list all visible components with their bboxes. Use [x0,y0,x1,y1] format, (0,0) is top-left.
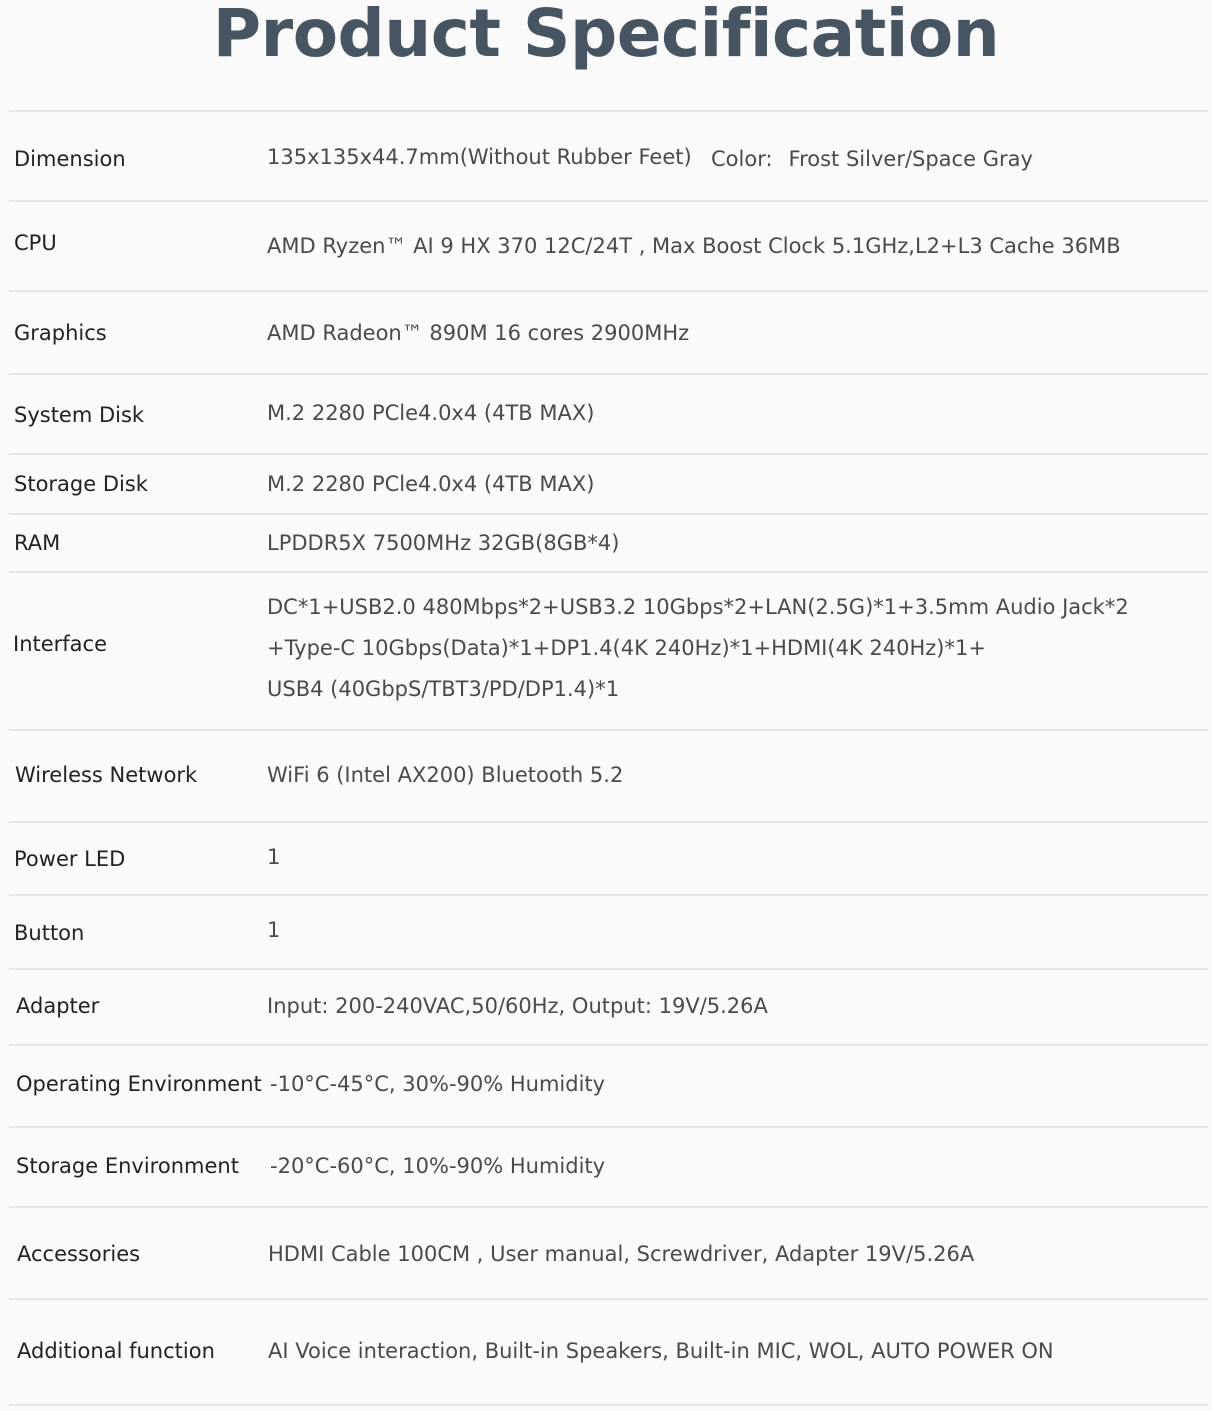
spec-value-line: DC*1+USB2.0 480Mbps*2+USB3.2 10Gbps*2+LAN(2.5G)*1+3.5mm Audio Jack*2 [267,595,1129,619]
spec-label: Storage Disk [14,472,148,496]
spec-row-adapter [9,970,1208,1044]
spec-row-additional-function [9,1300,1208,1404]
spec-value: WiFi 6 (Intel AX200) Bluetooth 5.2 [267,763,624,787]
color-label: Color: [711,147,773,171]
spec-value: AMD Radeon™ 890M 16 cores 2900MHz [267,321,690,345]
spec-value: Input: 200-240VAC,50/60Hz, Output: 19V/5.26A [267,994,768,1018]
spec-value-multiline [267,587,1129,710]
spec-row-storage-env [9,1128,1208,1206]
spec-value: -10°C-45°C, 30%-90% Humidity [270,1072,606,1096]
spec-label: Adapter [16,994,100,1018]
spec-row-wireless [9,731,1208,821]
spec-row-ram [9,515,1208,571]
spec-label: Wireless Network [15,763,198,787]
spec-label: Graphics [14,321,107,345]
spec-row-cpu [9,202,1208,290]
spec-row-interface [9,573,1208,729]
spec-label: Dimension [14,147,126,171]
spec-value: LPDDR5X 7500MHz 32GB(8GB*4) [267,531,620,555]
spec-table [9,0,1208,1411]
spec-label: Storage Environment [16,1154,239,1178]
spec-label: System Disk [14,403,145,427]
spec-value: AI Voice interaction, Built-in Speakers, Built-in MIC, WOL, AUTO POWER ON [268,1339,1054,1363]
spec-row-system-disk [9,375,1208,453]
spec-label: Button [14,921,85,945]
spec-label: Interface [13,632,108,656]
spec-row-graphics [9,292,1208,373]
spec-label: Accessories [17,1242,141,1266]
color-value: Frost Silver/Space Gray [788,147,1033,171]
spec-label: RAM [14,531,61,555]
spec-row-storage-disk [9,455,1208,513]
spec-label: CPU [14,231,57,255]
spec-row-operating-env [9,1046,1208,1126]
color-spec [711,145,1033,173]
spec-value-line: +Type-C 10Gbps(Data)*1+DP1.4(4K 240Hz)*1+HDMI(4K 240Hz)*1+ [267,636,986,660]
spec-label: Power LED [14,847,126,871]
spec-value: AMD Ryzen™ AI 9 HX 370 12C/24T , Max Boost Clock 5.1GHz,L2+L3 Cache 36MB [267,234,1121,258]
spec-row-button [9,896,1208,968]
spec-value: HDMI Cable 100CM , User manual, Screwdriver, Adapter 19V/5.26A [268,1242,975,1266]
spec-value: -20°C-60°C, 10%-90% Humidity [270,1154,606,1178]
spec-label: Additional function [17,1339,215,1363]
spec-row-power-led [9,823,1208,894]
spec-value: 135x135x44.7mm(Without Rubber Feet) [267,145,692,169]
spec-label: Operating Environment [16,1072,262,1096]
spec-value: 1 [267,845,281,869]
spec-value: M.2 2280 PCle4.0x4 (4TB MAX) [267,401,595,425]
spec-value-line: USB4 (40GbpS/TBT3/PD/DP1.4)*1 [267,677,620,701]
spec-value: M.2 2280 PCle4.0x4 (4TB MAX) [267,472,595,496]
page-title: Product Specification [212,0,1000,72]
row-divider [9,1404,1208,1406]
spec-row-dimension [9,112,1208,200]
spec-row-accessories [9,1208,1208,1298]
spec-value: 1 [267,918,281,942]
